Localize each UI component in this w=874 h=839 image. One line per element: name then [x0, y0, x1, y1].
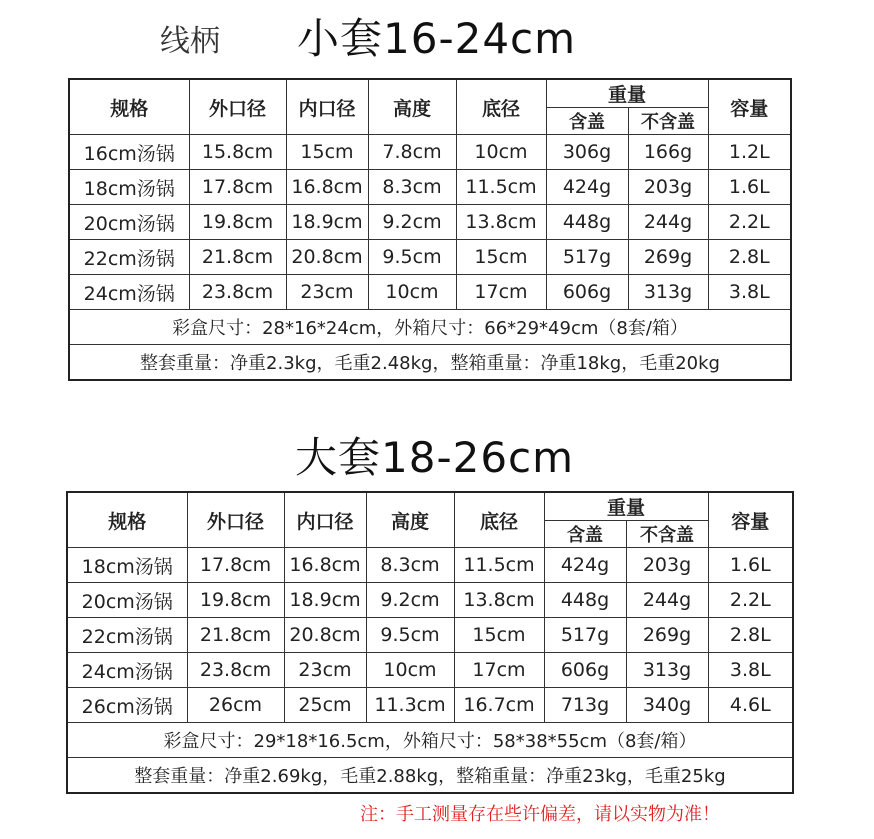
measurement-note: 注：手工测量存在些许偏差，请以实物为准！	[360, 804, 720, 825]
table-cell: 18.9cm	[286, 205, 368, 240]
table-cell: 1.6L	[708, 548, 793, 583]
table-row	[67, 618, 793, 653]
table-cell: 21.8cm	[189, 240, 286, 275]
table-cell: 8.3cm	[366, 548, 454, 583]
table-cell: 15cm	[286, 135, 368, 170]
col-header-capacity: 容量	[708, 492, 793, 548]
small-set-title: 小套16-24cm	[297, 14, 577, 63]
table-cell: 424g	[544, 548, 626, 583]
col-header-outer: 外口径	[189, 79, 286, 135]
table-cell: 17.8cm	[189, 170, 286, 205]
table-cell: 20.8cm	[286, 240, 368, 275]
table-cell: 1.2L	[708, 135, 791, 170]
table-cell: 11.5cm	[454, 548, 544, 583]
table-cell: 7.8cm	[368, 135, 456, 170]
large-set-weight: 整套重量：净重2.69kg，毛重2.88kg，整箱重量：净重23kg，毛重25kg	[67, 758, 793, 794]
table-cell: 269g	[626, 618, 708, 653]
table-row	[67, 548, 793, 583]
table-cell: 8.3cm	[368, 170, 456, 205]
table-row	[69, 205, 791, 240]
large-box-size: 彩盒尺寸：29*18*16.5cm，外箱尺寸：58*38*55cm（8套/箱）	[67, 723, 793, 758]
col-header-height: 高度	[366, 492, 454, 548]
table-cell: 16.7cm	[454, 688, 544, 723]
large-set-title: 大套18-26cm	[295, 433, 575, 482]
table-row	[67, 653, 793, 688]
table-cell: 2.8L	[708, 618, 793, 653]
table-cell: 269g	[628, 240, 708, 275]
table-cell: 424g	[546, 170, 628, 205]
table-cell: 2.2L	[708, 583, 793, 618]
table-cell: 11.3cm	[366, 688, 454, 723]
table-cell: 1.6L	[708, 170, 791, 205]
table-cell: 448g	[544, 583, 626, 618]
table-cell: 448g	[546, 205, 628, 240]
col-header-base: 底径	[456, 79, 546, 135]
table-cell: 16.8cm	[284, 548, 366, 583]
table-cell: 517g	[544, 618, 626, 653]
col-header-weight: 重量	[546, 79, 708, 108]
table-cell: 10cm	[456, 135, 546, 170]
table-cell: 9.5cm	[368, 240, 456, 275]
table-cell: 24cm汤锅	[67, 653, 187, 688]
table-cell: 203g	[626, 548, 708, 583]
table-cell: 2.2L	[708, 205, 791, 240]
col-header-inner: 内口径	[286, 79, 368, 135]
table-cell: 15.8cm	[189, 135, 286, 170]
table-cell: 18cm汤锅	[69, 170, 189, 205]
table-cell: 13.8cm	[456, 205, 546, 240]
col-header-outer: 外口径	[187, 492, 284, 548]
table-cell: 18.9cm	[284, 583, 366, 618]
table-row	[69, 170, 791, 205]
table-row	[67, 583, 793, 618]
table-cell: 4.6L	[708, 688, 793, 723]
table-cell: 15cm	[456, 240, 546, 275]
handle-type-label: 线柄	[160, 24, 220, 59]
large-set-rows	[67, 548, 793, 723]
table-cell: 3.8L	[708, 653, 793, 688]
table-cell: 25cm	[284, 688, 366, 723]
table-cell: 713g	[544, 688, 626, 723]
table-cell: 166g	[628, 135, 708, 170]
table-cell: 340g	[626, 688, 708, 723]
table-row	[69, 135, 791, 170]
table-cell: 313g	[628, 275, 708, 310]
table-cell: 23.8cm	[187, 653, 284, 688]
col-header-with-lid: 含盖	[544, 521, 626, 548]
col-header-inner: 内口径	[284, 492, 366, 548]
table-cell: 23.8cm	[189, 275, 286, 310]
table-cell: 20cm汤锅	[69, 205, 189, 240]
table-cell: 606g	[544, 653, 626, 688]
col-header-weight: 重量	[544, 492, 708, 521]
table-cell: 9.2cm	[366, 583, 454, 618]
col-header-without-lid: 不含盖	[628, 108, 708, 135]
table-cell: 20.8cm	[284, 618, 366, 653]
small-set-table	[68, 78, 792, 381]
table-cell: 3.8L	[708, 275, 791, 310]
table-cell: 9.5cm	[366, 618, 454, 653]
table-cell: 17cm	[456, 275, 546, 310]
table-cell: 203g	[628, 170, 708, 205]
table-cell: 517g	[546, 240, 628, 275]
table-cell: 23cm	[286, 275, 368, 310]
table-cell: 18cm汤锅	[67, 548, 187, 583]
table-row	[67, 688, 793, 723]
col-header-height: 高度	[368, 79, 456, 135]
col-header-spec: 规格	[67, 492, 187, 548]
table-cell: 26cm	[187, 688, 284, 723]
small-box-size: 彩盒尺寸：28*16*24cm，外箱尺寸：66*29*49cm（8套/箱）	[69, 310, 791, 345]
table-row	[69, 240, 791, 275]
table-cell: 20cm汤锅	[67, 583, 187, 618]
table-cell: 606g	[546, 275, 628, 310]
table-cell: 22cm汤锅	[67, 618, 187, 653]
table-cell: 244g	[626, 583, 708, 618]
table-cell: 26cm汤锅	[67, 688, 187, 723]
table-cell: 10cm	[366, 653, 454, 688]
table-cell: 23cm	[284, 653, 366, 688]
table-cell: 19.8cm	[187, 583, 284, 618]
table-cell: 11.5cm	[456, 170, 546, 205]
small-set-rows	[69, 135, 791, 310]
table-row	[69, 275, 791, 310]
table-cell: 13.8cm	[454, 583, 544, 618]
table-cell: 17.8cm	[187, 548, 284, 583]
table-cell: 16cm汤锅	[69, 135, 189, 170]
col-header-capacity: 容量	[708, 79, 791, 135]
col-header-without-lid: 不含盖	[626, 521, 708, 548]
table-cell: 306g	[546, 135, 628, 170]
table-cell: 22cm汤锅	[69, 240, 189, 275]
table-cell: 19.8cm	[189, 205, 286, 240]
table-cell: 10cm	[368, 275, 456, 310]
col-header-base: 底径	[454, 492, 544, 548]
table-cell: 244g	[628, 205, 708, 240]
table-cell: 17cm	[454, 653, 544, 688]
table-cell: 21.8cm	[187, 618, 284, 653]
large-set-table	[66, 491, 794, 794]
table-cell: 9.2cm	[368, 205, 456, 240]
col-header-spec: 规格	[69, 79, 189, 135]
table-cell: 24cm汤锅	[69, 275, 189, 310]
small-set-weight: 整套重量：净重2.3kg，毛重2.48kg，整箱重量：净重18kg，毛重20kg	[69, 345, 791, 381]
table-cell: 15cm	[454, 618, 544, 653]
table-cell: 2.8L	[708, 240, 791, 275]
col-header-with-lid: 含盖	[546, 108, 628, 135]
table-cell: 313g	[626, 653, 708, 688]
table-cell: 16.8cm	[286, 170, 368, 205]
